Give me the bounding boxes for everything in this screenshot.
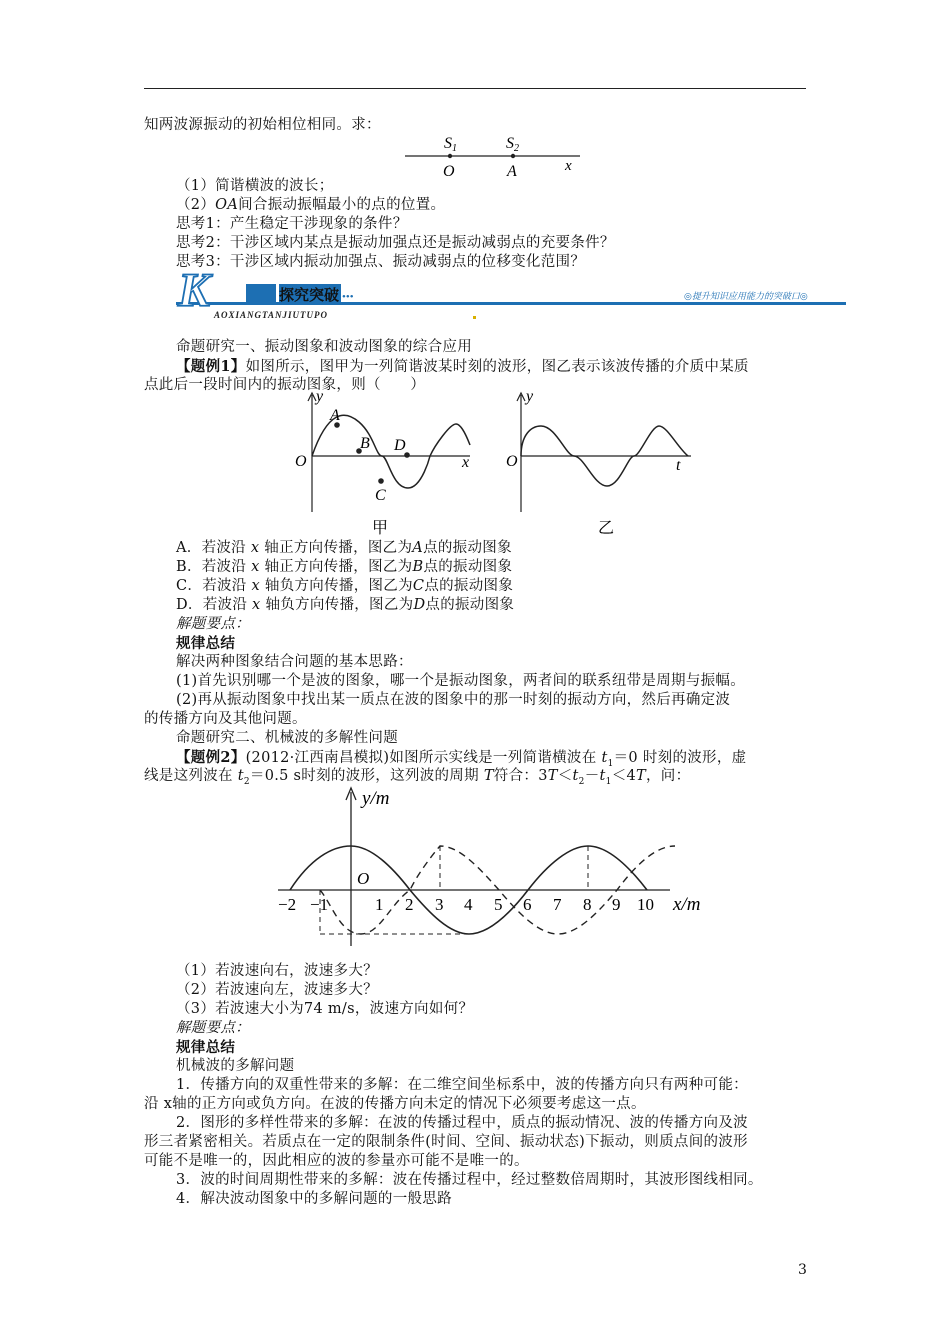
option-a: A．若波沿 x 轴正方向传播，图乙为A点的振动图象 — [176, 540, 512, 556]
topic2-q1: （1）若波速向右，波速多大？ — [176, 963, 378, 979]
svg-text:S2: S2 — [506, 135, 519, 154]
svg-text:8: 8 — [583, 895, 592, 914]
svg-text:探究突破: 探究突破 — [279, 288, 340, 304]
topic1-example-line1: 【题例1】如图所示，图甲为一列简谐波某时刻的波形，图乙表示该波传播的介质中某质 — [176, 358, 749, 375]
topic1-summary-intro: 解决两种图象结合问题的基本思路： — [176, 654, 413, 670]
topic2-p2b: 形三者紧密相关。若质点在一定的限制条件(时间、空间、振动状态)下振动，则质点间的波形 — [144, 1134, 748, 1150]
svg-text:x: x — [565, 158, 572, 174]
svg-text:C: C — [375, 487, 386, 504]
svg-text:t: t — [676, 457, 681, 474]
source-axis-figure — [400, 128, 600, 180]
svg-text:B: B — [360, 435, 370, 452]
section-banner — [176, 266, 846, 322]
svg-text:x: x — [462, 454, 470, 471]
topic1-summary-1: (1)首先识别哪一个是波的图象，哪一个是振动图象，两者间的联系纽带是周期与振幅。 — [176, 673, 746, 689]
svg-text:•••: ••• — [342, 291, 354, 303]
svg-text:−2: −2 — [278, 895, 297, 914]
wave-graph-jia — [290, 390, 490, 540]
think-3: 思考3：干涉区域内振动加强点、振动减弱点的位移变化范围？ — [176, 254, 586, 270]
topic2-p1b: 沿 x轴的正方向或负方向。在波的传播方向未定的情况下必须要考虑这一点。 — [144, 1096, 646, 1112]
topic2-p4: 4．解决波动图象中的多解问题的一般思路 — [176, 1191, 452, 1207]
svg-text:O: O — [357, 869, 370, 888]
topic2-summary-title: 规律总结 — [176, 1039, 236, 1056]
svg-text:3: 3 — [435, 895, 444, 914]
svg-text:x/m: x/m — [673, 894, 701, 915]
svg-text:1: 1 — [375, 895, 384, 914]
option-b: B．若波沿 x 轴正方向传播，图乙为B点的振动图象 — [176, 559, 513, 575]
svg-text:O: O — [295, 453, 307, 470]
intro-q2: （2）OA间合振动振幅最小的点的位置。 — [176, 197, 446, 213]
svg-text:6: 6 — [523, 895, 532, 914]
think-2: 思考2：干涉区域内某点是振动加强点还是振动减弱点的充要条件？ — [176, 235, 615, 251]
svg-text:O: O — [506, 453, 518, 470]
svg-text:◎提升知识应用能力的突破口◎: ◎提升知识应用能力的突破口◎ — [684, 291, 808, 301]
svg-text:乙: 乙 — [598, 520, 615, 537]
svg-text:5: 5 — [494, 895, 503, 914]
topic2-q3: （3）若波速大小为74 m/s，波速方向如何？ — [176, 1001, 474, 1017]
topic2-example-line2: 线是这列波在 $t_2=0.5$ s时刻的波形，这列波的周期 T符合：$3T<t_2-t_1<4T$，问： — [144, 768, 691, 787]
topic1-example-line2: 点此后一段时间内的振动图象，则（ ） — [144, 377, 426, 393]
vibration-graph-yi — [506, 390, 706, 540]
topic2-p1a: 1．传播方向的双重性带来的多解：在二维空间坐标系中，波的传播方向只有两种可能： — [176, 1077, 748, 1093]
topic2-summary-head: 机械波的多解问题 — [176, 1058, 295, 1074]
svg-text:O: O — [443, 163, 455, 180]
svg-text:K: K — [178, 266, 211, 317]
svg-text:AOXIANGTANJIUTUPO: AOXIANGTANJIUTUPO — [214, 310, 329, 320]
svg-text:4: 4 — [464, 895, 473, 914]
option-d: D．若波沿 x 轴负方向传播，图乙为D点的振动图象 — [176, 597, 515, 613]
svg-text:S1: S1 — [444, 135, 457, 154]
topic2-p2a: 2．图形的多样性带来的多解：在波的传播过程中，质点的振动情况、波的传播方向及波 — [176, 1115, 748, 1131]
svg-text:y: y — [526, 390, 534, 405]
header-rule — [144, 88, 806, 89]
svg-text:10: 10 — [637, 895, 654, 914]
page-number: 3 — [798, 1262, 807, 1278]
wave-graph-two-times — [270, 784, 720, 958]
svg-text:y/m: y/m — [362, 788, 390, 809]
intro-text: 知两波源振动的初始相位相同。求： — [144, 117, 381, 133]
svg-text:A: A — [507, 163, 517, 180]
topic2-p3: 3．波的时间周期性带来的多解：波在传播过程中，经过整数倍周期时，其波形图线相同。 — [176, 1172, 763, 1188]
svg-text:A: A — [330, 407, 340, 424]
topic2-example-line1: 【题例2】(2012·江西南昌模拟)如图所示实线是一列简谐横波在 $t_1=0$ 时刻的波形，虚 — [176, 749, 747, 769]
topic1-key-points: 解题要点： — [176, 616, 250, 632]
svg-text:y: y — [316, 390, 324, 405]
svg-text:D: D — [394, 437, 406, 454]
topic1-heading: 命题研究一、振动图象和波动图象的综合应用 — [176, 339, 472, 355]
topic1-summary-title: 规律总结 — [176, 635, 236, 652]
topic1-summary-2a: (2)再从振动图象中找出某一质点在波的图象中的那一时刻的振动方向，然后再确定波 — [176, 692, 731, 708]
svg-text:9: 9 — [612, 895, 621, 914]
think-1: 思考1：产生稳定干涉现象的条件？ — [176, 216, 408, 232]
intro-q1: （1）简谐横波的波长； — [176, 178, 334, 194]
topic2-q2: （2）若波速向左，波速多大？ — [176, 982, 378, 998]
svg-text:7: 7 — [553, 895, 562, 914]
topic2-key-points: 解题要点： — [176, 1020, 250, 1036]
topic2-heading: 命题研究二、机械波的多解性问题 — [176, 730, 398, 746]
option-c: C．若波沿 x 轴负方向传播，图乙为C点的振动图象 — [176, 578, 514, 594]
topic1-summary-2b: 的传播方向及其他问题。 — [144, 711, 307, 727]
topic2-p2c: 可能不是唯一的，因此相应的波的参量亦可能不是唯一的。 — [144, 1153, 529, 1169]
svg-text:甲: 甲 — [372, 520, 389, 537]
svg-text:−1: −1 — [310, 895, 329, 914]
svg-text:2: 2 — [405, 895, 414, 914]
